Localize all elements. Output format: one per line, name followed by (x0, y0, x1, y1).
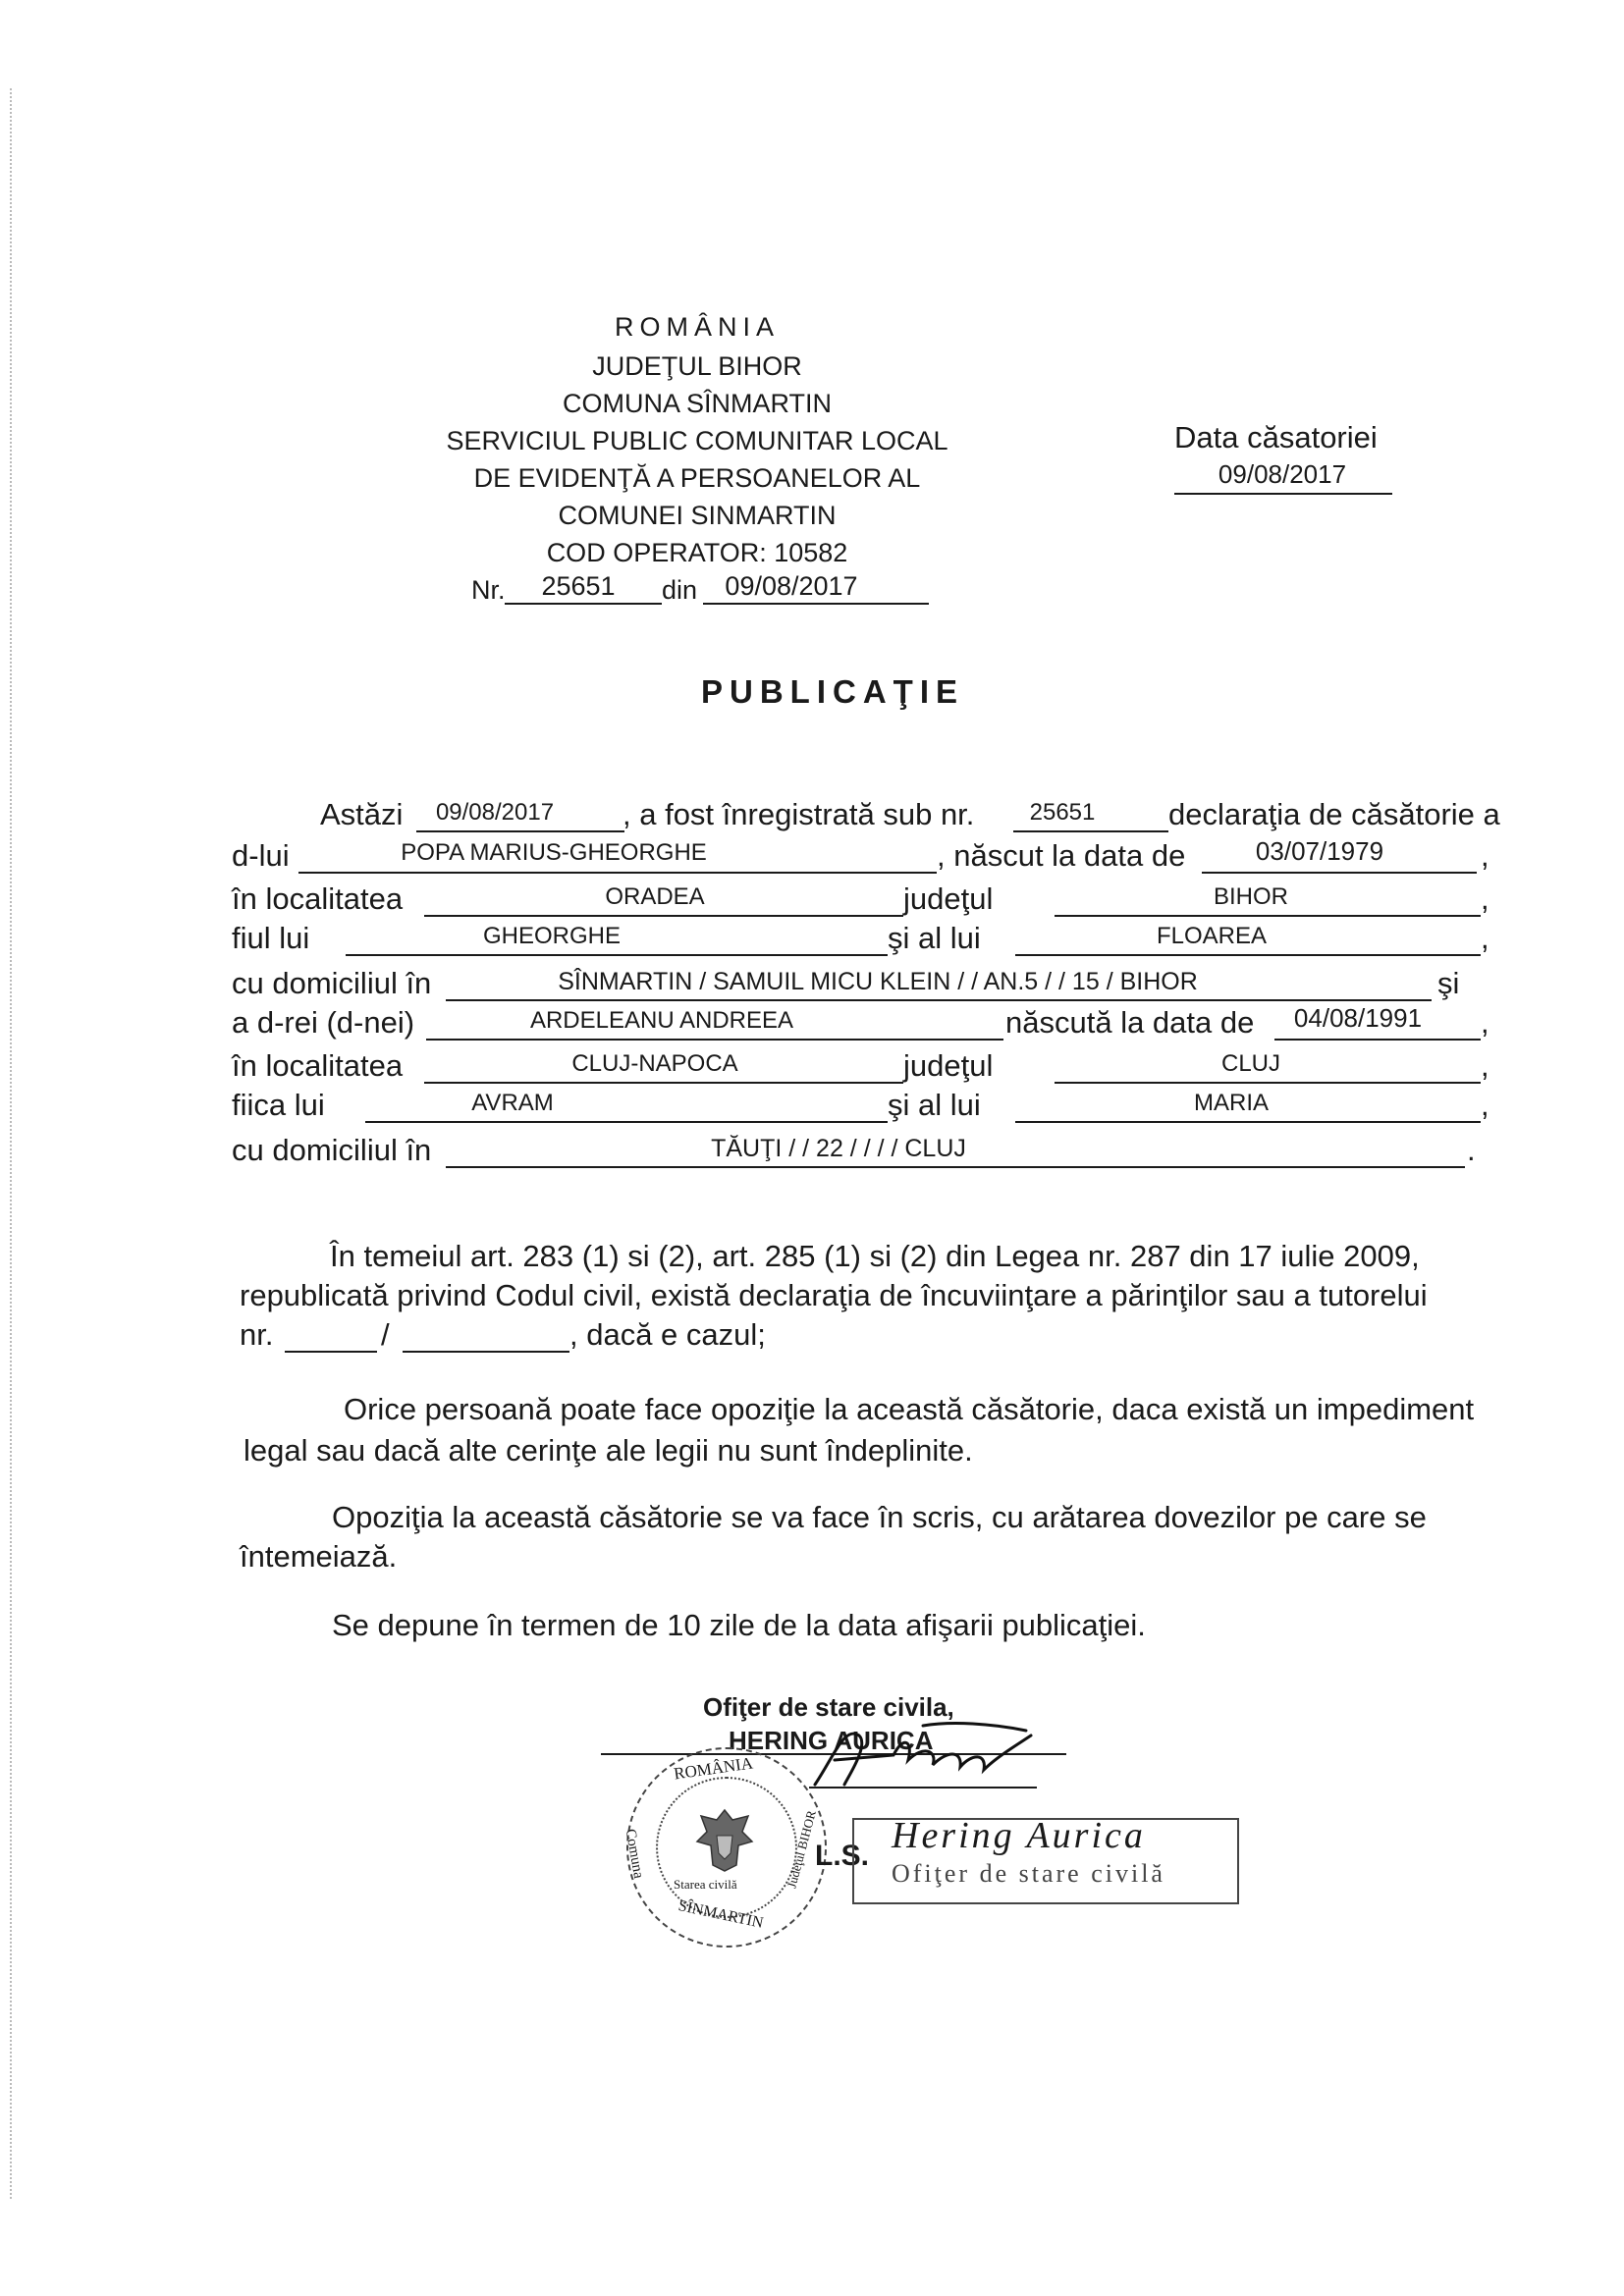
nr-value: 25651 (541, 571, 616, 601)
opposition-form-line2: întemeiază. (240, 1539, 398, 1574)
bride-name: ARDELEANU ANDREEA (529, 1007, 794, 1034)
consent-tail: , dacă e cazul; (569, 1317, 766, 1352)
header-operator-code: COD OPERATOR: 10582 (546, 538, 848, 567)
astazi-value: 09/08/2017 (435, 799, 555, 826)
signature-title: Ofiţer de stare civila, (703, 1692, 954, 1722)
bride-domicile: TĂUŢI / / 22 / / / / CLUJ (711, 1135, 966, 1162)
stamp-name: Hering Aurica (892, 1815, 1146, 1856)
signature-scribble (805, 1716, 1051, 1794)
consent-nr-label: nr. (240, 1317, 274, 1352)
seal-top-text: ROMÂNIA (673, 1753, 755, 1784)
groom-county-label: judeţul (903, 881, 994, 916)
groom-mother: FLOAREA (1156, 923, 1268, 949)
marriage-date-label: Data căsatoriei (1174, 420, 1378, 454)
opposition-line1: Orice persoană poate face opoziţie la această căsătorie, daca există un impediment (344, 1392, 1475, 1426)
groom-father: GHEORGHE (482, 923, 621, 949)
son-label: fiul lui (232, 921, 310, 955)
bride-domicile-label: cu domiciliul în (232, 1133, 432, 1167)
header-commune: COMUNA SÎNMARTIN (562, 389, 833, 418)
si-label: şi (1437, 966, 1460, 1000)
bride-county: CLUJ (1220, 1050, 1280, 1077)
deadline-text: Se depune în termen de 10 zile de la data afişarii publicaţiei. (332, 1608, 1146, 1642)
seal-right-text: Judeţul BIHOR (784, 1808, 819, 1891)
ls-label: L.S. (815, 1840, 870, 1872)
seal-center-text: Starea civilă (674, 1877, 737, 1892)
groom-county: BIHOR (1213, 883, 1288, 910)
seal-left-text: Comuna (622, 1827, 647, 1880)
opposition-form-line1: Opoziţia la această căsătorie se va face în scris, cu arătarea dovezilor pe care se (332, 1500, 1427, 1534)
registered-text: , a fost înregistrată sub nr. (623, 797, 975, 831)
bride-locality-label: în localitatea (232, 1048, 404, 1083)
page-title: PUBLICAŢIE (701, 673, 964, 710)
marriage-date-value: 09/08/2017 (1218, 459, 1347, 489)
bride-mother: MARIA (1193, 1090, 1269, 1116)
astazi-label: Astăzi (320, 797, 404, 831)
stamp-role: Ofiţer de stare civilă (892, 1859, 1165, 1888)
signature-name: HERING AURICA (729, 1726, 934, 1755)
born-text-f: născută la data de (1005, 1005, 1255, 1040)
coat-of-arms-icon (693, 1806, 756, 1875)
bride-label: a d-rei (d-nei) (232, 1005, 415, 1040)
groom-birth: 03/07/1979 (1255, 836, 1384, 866)
bride-county-label: judeţul (903, 1048, 994, 1083)
header-service-line1: SERVICIUL PUBLIC COMUNITAR LOCAL (446, 426, 948, 455)
consent-slash: / (381, 1317, 390, 1352)
legal-basis-line2: republicată privind Codul civil, există declaraţia de încuviinţare a părinţilor sau a tutorelui (240, 1278, 1428, 1312)
groom-label: d-lui (232, 838, 290, 873)
groom-domicile-label: cu domiciliul în (232, 966, 432, 1000)
groom-name: POPA MARIUS-GHEORGHE (401, 839, 707, 866)
declaration-text: declaraţia de căsătorie a (1168, 797, 1500, 831)
din-value: 09/08/2017 (725, 571, 858, 601)
header-country: ROMÂNIA (614, 312, 780, 342)
header-county: JUDEŢUL BIHOR (592, 351, 802, 381)
nr-label: Nr. (471, 575, 506, 605)
groom-and-label: şi al lui (888, 921, 981, 955)
born-text-m: , născut la data de (937, 838, 1186, 873)
din-label: din (662, 575, 698, 605)
bride-birth: 04/08/1991 (1293, 1003, 1423, 1033)
reg-nr-value: 25651 (1029, 799, 1096, 826)
header-service-line2: DE EVIDENŢĂ A PERSOANELOR AL (473, 463, 921, 493)
bride-and-label: şi al lui (888, 1088, 981, 1122)
header-service-line3: COMUNEI SINMARTIN (558, 501, 837, 530)
groom-locality-label: în localitatea (232, 881, 404, 916)
bride-father: AVRAM (471, 1090, 554, 1116)
groom-locality: ORADEA (605, 883, 705, 910)
daughter-label: fiica lui (232, 1088, 325, 1122)
scan-edge (10, 88, 12, 2199)
seal-bottom-text: SÎNMARTIN (677, 1897, 765, 1932)
opposition-line2: legal sau dacă alte cerinţe ale legii nu sunt îndeplinite. (244, 1433, 973, 1468)
bride-locality: CLUJ-NAPOCA (571, 1050, 738, 1077)
legal-basis-line1: În temeiul art. 283 (1) si (2), art. 285 (1) si (2) din Legea nr. 287 din 17 iulie 2009, (330, 1239, 1420, 1273)
groom-domicile: SÎNMARTIN / SAMUIL MICU KLEIN / / AN.5 / / 15 / BIHOR (558, 968, 1198, 995)
